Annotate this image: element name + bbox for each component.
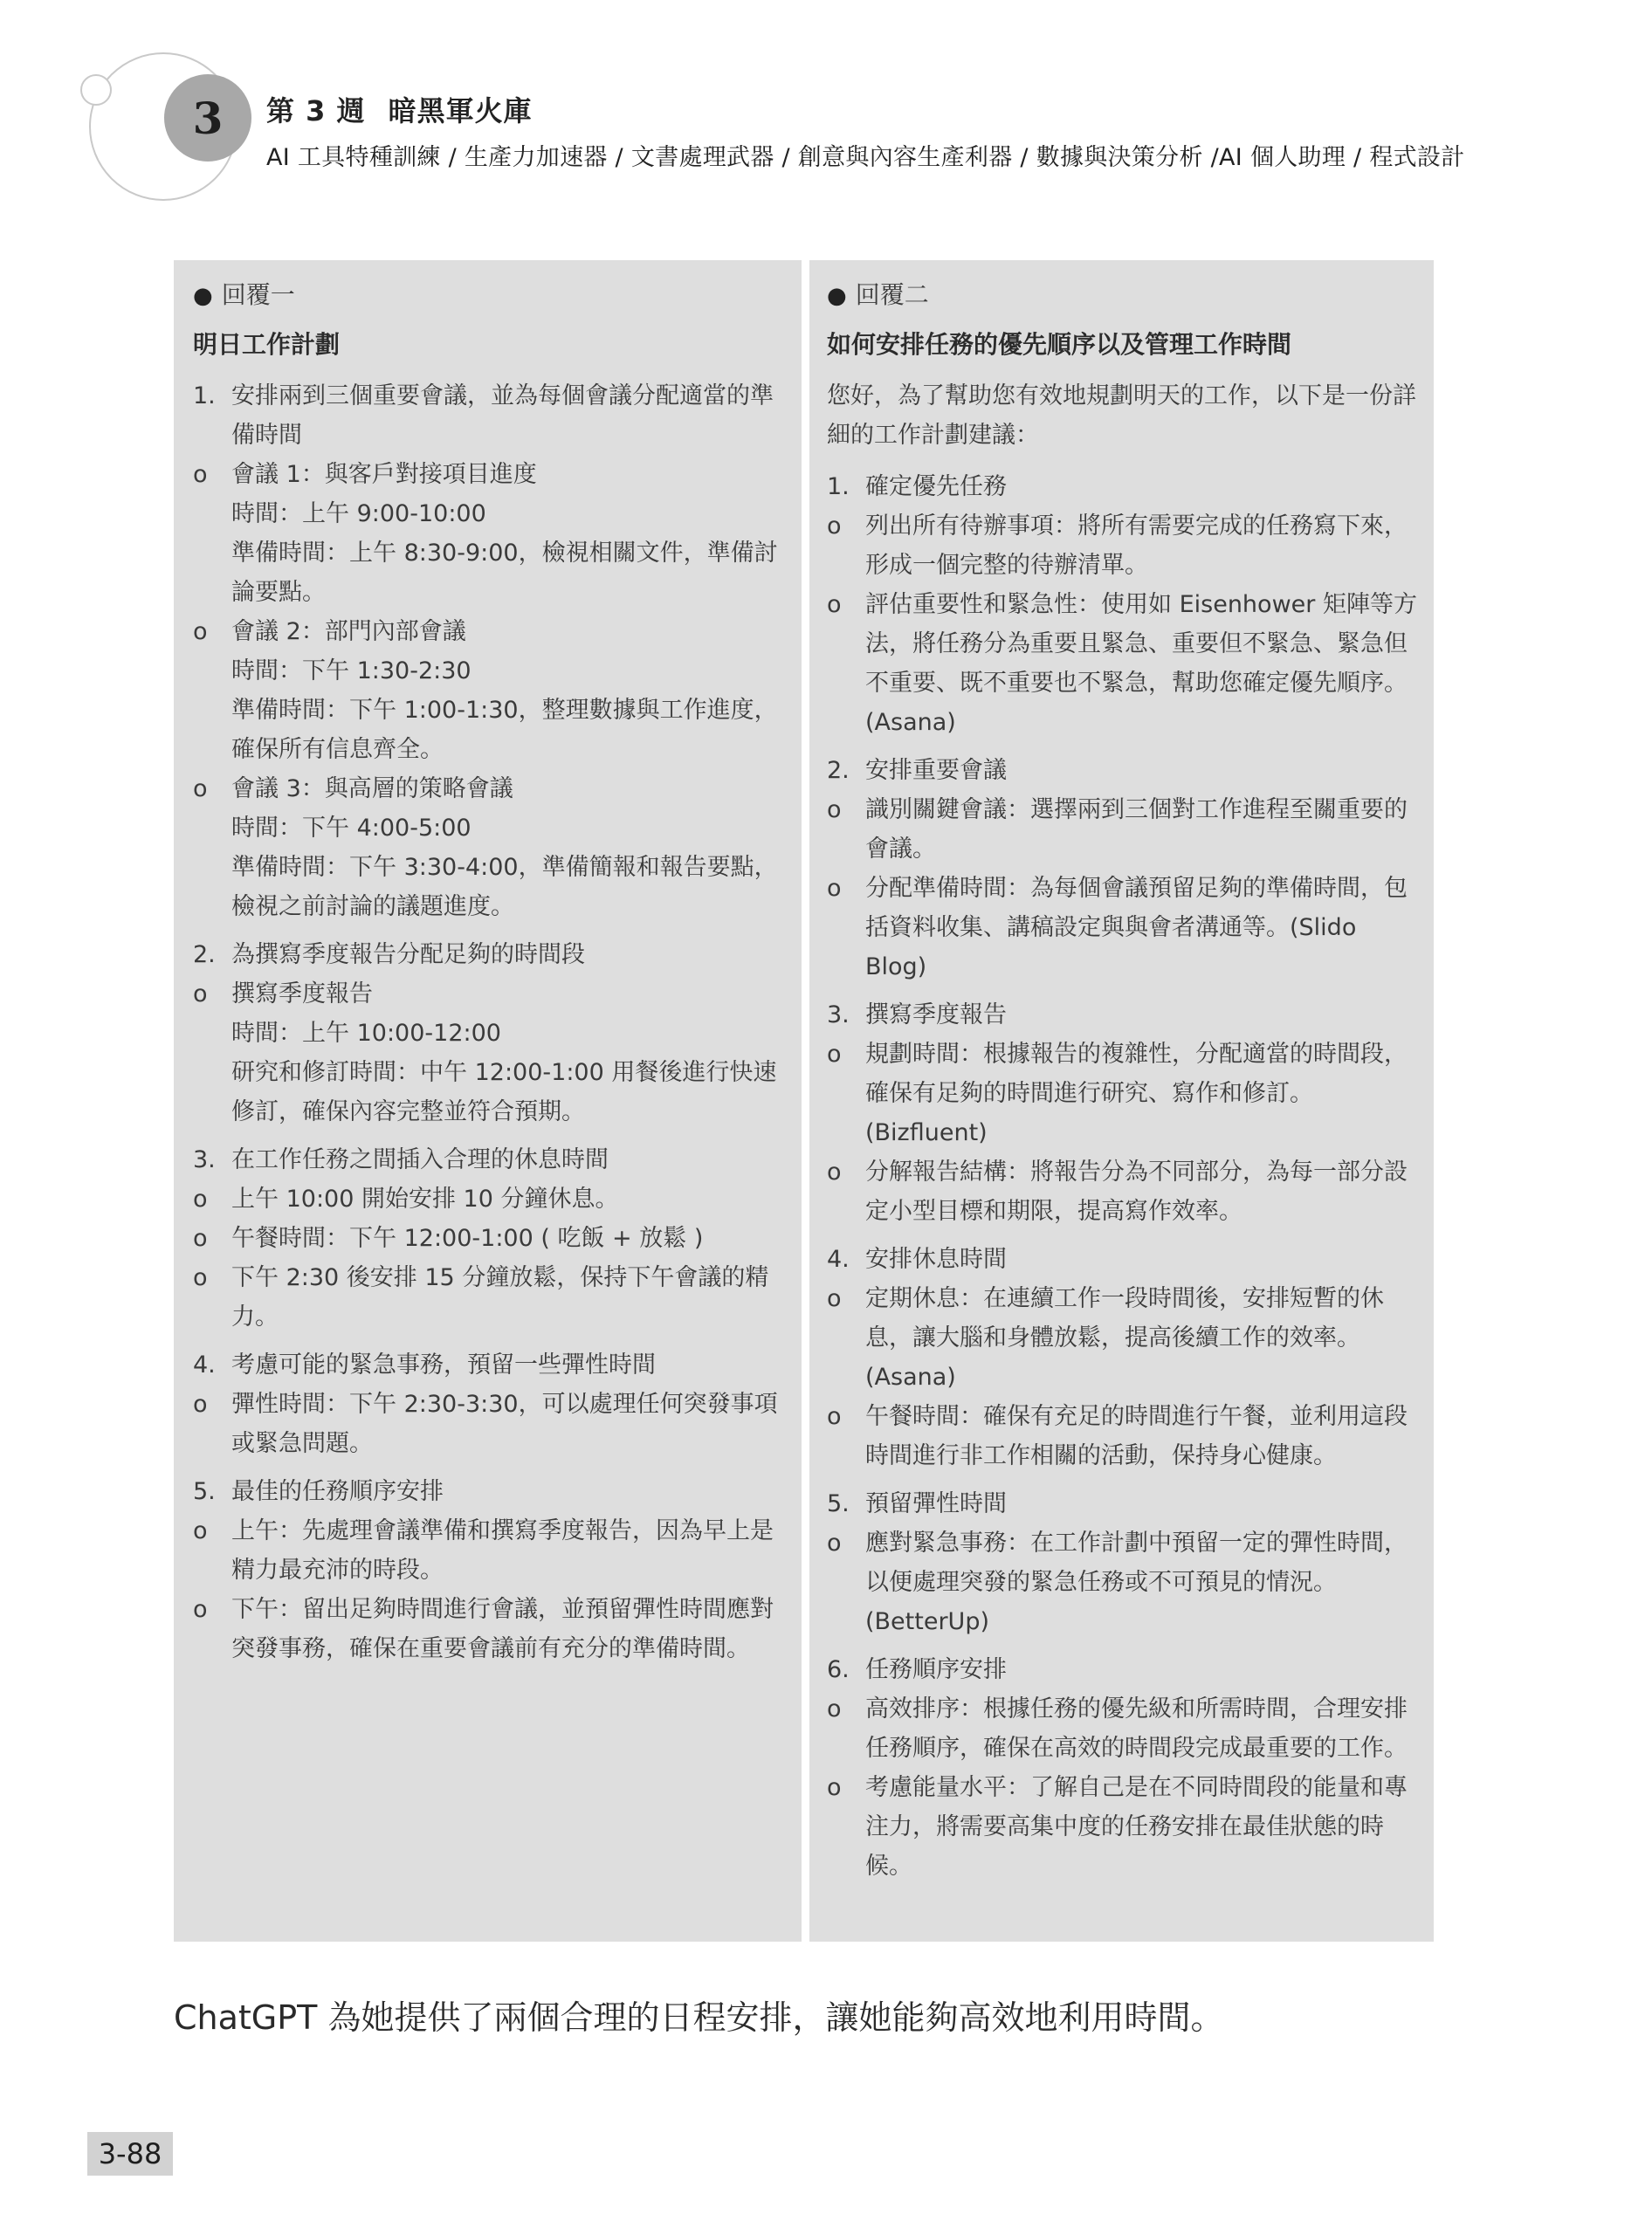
- sub-item: [827, 1689, 1417, 1768]
- list-marker: 5.: [827, 1490, 850, 1517]
- sub-item: [193, 455, 783, 494]
- detail-line: [193, 651, 783, 691]
- list-marker: o: [827, 875, 842, 902]
- list-marker: [193, 848, 231, 926]
- list-item-text: 預留彈性時間: [865, 1490, 1007, 1517]
- sub-item: [193, 769, 783, 808]
- list-item-text: 午餐時間：確保有充足的時間進行午餐，並利用這段時間進行非工作相關的活動，保持身心健康。: [865, 1403, 1408, 1469]
- list-marker: [193, 494, 231, 533]
- sub-item: [193, 1258, 783, 1337]
- list-item-text: 上午：先處理會議準備和撰寫季度報告，因為早上是精力最充沛的時段。: [231, 1517, 774, 1584]
- numbered-item: [827, 467, 1417, 506]
- list-item-text: 分配準備時間：為每個會議預留足夠的準備時間，包括資料收集、講稿設定與與會者溝通等。(Slido Blog): [865, 875, 1408, 980]
- list-item-text: 下午：留出足夠時間進行會議，並預留彈性時間應對突發事務，確保在重要會議前有充分的準備時間。: [231, 1596, 774, 1662]
- list-item-text: 上午 10:00 開始安排 10 分鐘休息。: [231, 1186, 619, 1213]
- list-marker: o: [193, 775, 208, 802]
- list-item-text: 時間：上午 9:00-10:00: [231, 500, 486, 527]
- list-marker: [193, 1014, 231, 1053]
- list-item-text: 時間：下午 1:30-2:30: [231, 657, 472, 684]
- numbered-item: [193, 1140, 783, 1179]
- sub-item: [193, 612, 783, 651]
- page-number: 3-88: [87, 2132, 173, 2176]
- list-marker: 2.: [193, 941, 216, 968]
- numbered-item: [827, 1240, 1417, 1279]
- list-marker: 5.: [193, 1478, 216, 1505]
- list-marker: o: [193, 1391, 208, 1418]
- list-item-text: 高效排序：根據任務的優先級和所需時間，合理安排任務順序，確保在高效的時間段完成最重要的工作。: [865, 1695, 1408, 1762]
- response-two-heading: 如何安排任務的優先順序以及管理工作時間: [827, 330, 1292, 359]
- sub-item: [193, 1511, 783, 1590]
- chapter-badge: [164, 74, 251, 162]
- list-item-text: 安排重要會議: [865, 757, 1007, 784]
- list-item-text: 安排休息時間: [865, 1246, 1007, 1273]
- detail-line: [193, 494, 783, 533]
- list-marker: [193, 651, 231, 691]
- list-marker: [193, 1053, 231, 1131]
- list-item-text: 撰寫季度報告: [865, 1001, 1007, 1028]
- list-marker: [193, 691, 231, 769]
- detail-line: [193, 808, 783, 848]
- decorative-ring-small: [80, 74, 112, 106]
- list-item-text: 準備時間：下午 1:00-1:30，整理數據與工作進度，確保所有信息齊全。: [231, 697, 778, 763]
- numbered-item: [827, 1650, 1417, 1689]
- detail-line: [193, 1053, 783, 1131]
- list-item-text: 午餐時間：下午 12:00-1:00 ( 吃飯 + 放鬆 ): [231, 1225, 704, 1252]
- list-marker: o: [827, 1285, 842, 1312]
- sub-item: [193, 974, 783, 1014]
- detail-line: [193, 848, 783, 926]
- sub-item: [827, 1397, 1417, 1475]
- list-marker: 4.: [827, 1246, 850, 1273]
- list-marker: o: [827, 1041, 842, 1068]
- list-item-text: 識別關鍵會議：選擇兩到三個對工作進程至關重要的會議。: [865, 796, 1408, 863]
- list-item-text: 準備時間：下午 3:30-4:00，準備簡報和報告要點，檢視之前討論的議題進度。: [231, 854, 778, 920]
- chapter-subtitle: AI 工具特種訓練 / 生產力加速器 / 文書處理武器 / 創意與內容生產利器 / 數據與決策分析 /AI 個人助理 / 程式設計: [266, 144, 1465, 171]
- list-item-text: 任務順序安排: [865, 1656, 1007, 1683]
- list-item-text: 考慮可能的緊急事務，預留一些彈性時間: [231, 1351, 656, 1379]
- list-item-text: 確定優先任務: [865, 473, 1007, 500]
- list-marker: [193, 533, 231, 612]
- sub-item: [827, 585, 1417, 742]
- list-marker: 3.: [193, 1146, 216, 1173]
- list-item-text: 會議 2：部門內部會議: [231, 618, 466, 645]
- chapter-number: 3: [192, 92, 224, 144]
- list-marker: o: [827, 1403, 842, 1430]
- list-item-text: 最佳的任務順序安排: [231, 1478, 444, 1505]
- sub-item: [827, 1152, 1417, 1231]
- detail-line: [193, 1014, 783, 1053]
- list-item-text: 列出所有待辦事項：將所有需要完成的任務寫下來，形成一個完整的待辦清單。: [865, 512, 1408, 579]
- bullet-icon: ●: [827, 283, 847, 309]
- sub-item: [193, 1179, 783, 1219]
- week-title: [266, 89, 533, 129]
- detail-line: [193, 533, 783, 612]
- response-one-label: ● 回覆一: [193, 280, 295, 309]
- list-marker: [193, 808, 231, 848]
- numbered-item: [193, 376, 783, 455]
- sub-item: [193, 1385, 783, 1463]
- numbered-item: [827, 1484, 1417, 1523]
- week-name: 暗黑軍火庫: [388, 94, 533, 127]
- sub-item: [193, 1219, 783, 1258]
- list-item-text: 應對緊急事務：在工作計劃中預留一定的彈性時間，以便處理突發的緊急任務或不可預見的情況。(BetterUp): [865, 1530, 1408, 1635]
- numbered-item: [193, 935, 783, 974]
- list-marker: o: [193, 461, 208, 488]
- numbered-item: [827, 995, 1417, 1035]
- sub-item: [827, 869, 1417, 987]
- list-item-text: 時間：上午 10:00-12:00: [231, 1020, 501, 1047]
- list-marker: o: [827, 1774, 842, 1801]
- list-marker: 6.: [827, 1656, 850, 1683]
- list-item-text: 撰寫季度報告: [231, 980, 373, 1007]
- list-item-text: 研究和修訂時間：中午 12:00-1:00 用餐後進行快速修訂，確保內容完整並符合預期。: [231, 1059, 777, 1125]
- list-marker: o: [827, 1695, 842, 1723]
- list-marker: o: [827, 591, 842, 618]
- list-marker: o: [193, 980, 208, 1007]
- detail-line: [193, 691, 783, 769]
- list-marker: 1.: [193, 382, 216, 409]
- list-item-text: 下午 2:30 後安排 15 分鐘放鬆，保持下午會議的精力。: [231, 1264, 769, 1331]
- response-two-label: ● 回覆二: [827, 280, 929, 309]
- closing-paragraph: ChatGPT 為她提供了兩個合理的日程安排，讓她能夠高效地利用時間。: [174, 1998, 1224, 2037]
- list-item-text: 安排兩到三個重要會議，並為每個會議分配適當的準備時間: [231, 382, 774, 449]
- list-marker: 3.: [827, 1001, 850, 1028]
- response-one-heading: 明日工作計劃: [193, 330, 341, 359]
- sub-item: [827, 1523, 1417, 1641]
- list-item-text: 考慮能量水平：了解自己是在不同時間段的能量和專注力，將需要高集中度的任務安排在最佳狀態的時候。: [865, 1774, 1408, 1880]
- list-item-text: 彈性時間：下午 2:30-3:30，可以處理任何突發事項或緊急問題。: [231, 1391, 778, 1457]
- response-two-panel: [809, 260, 1434, 1942]
- list-marker: o: [827, 1159, 842, 1186]
- response-two-list: [827, 467, 1417, 1886]
- bullet-icon: ●: [193, 283, 213, 309]
- list-marker: o: [193, 1264, 208, 1291]
- list-item-text: 時間：下午 4:00-5:00: [231, 815, 472, 842]
- numbered-item: [827, 751, 1417, 790]
- list-item-text: 分解報告結構：將報告分為不同部分，為每一部分設定小型目標和期限，提高寫作效率。: [865, 1159, 1408, 1225]
- list-item-text: 會議 1：與客戶對接項目進度: [231, 461, 537, 488]
- response-two-intro: 您好，為了幫助您有效地規劃明天的工作，以下是一份詳細的工作計劃建議：: [827, 382, 1416, 449]
- list-marker: o: [193, 1225, 208, 1252]
- list-marker: o: [193, 1596, 208, 1623]
- response-one-list: [193, 376, 783, 1668]
- week-label: 第 3 週: [266, 94, 366, 127]
- sub-item: [193, 1590, 783, 1668]
- sub-item: [827, 790, 1417, 869]
- list-item-text: 定期休息：在連續工作一段時間後，安排短暫的休息，讓大腦和身體放鬆，提高後續工作的效率。(Asana): [865, 1285, 1384, 1391]
- numbered-item: [193, 1345, 783, 1385]
- response-one-panel: [174, 260, 802, 1942]
- sub-item: [827, 1279, 1417, 1397]
- list-item-text: 評估重要性和緊急性：使用如 Eisenhower 矩陣等方法，將任務分為重要且緊急、重要但不緊急、緊急但不重要、既不重要也不緊急，幫助您確定優先順序。(Asana): [865, 591, 1417, 736]
- list-item-text: 規劃時間：根據報告的複雜性，分配適當的時間段，確保有足夠的時間進行研究、寫作和修訂。(Bizfluent): [865, 1041, 1408, 1146]
- list-item-text: 準備時間：上午 8:30-9:00，檢視相關文件，準備討論要點。: [231, 540, 778, 606]
- sub-item: [827, 1035, 1417, 1152]
- list-marker: o: [827, 796, 842, 823]
- list-marker: 1.: [827, 473, 850, 500]
- list-item-text: 會議 3：與高層的策略會議: [231, 775, 513, 802]
- list-marker: 2.: [827, 757, 850, 784]
- list-marker: o: [193, 618, 208, 645]
- list-marker: o: [193, 1186, 208, 1213]
- list-marker: o: [193, 1517, 208, 1544]
- numbered-item: [193, 1472, 783, 1511]
- list-marker: 4.: [193, 1351, 216, 1379]
- sub-item: [827, 1768, 1417, 1886]
- list-item-text: 為撰寫季度報告分配足夠的時間段: [231, 941, 585, 968]
- list-marker: o: [827, 512, 842, 540]
- sub-item: [827, 506, 1417, 585]
- list-item-text: 在工作任務之間插入合理的休息時間: [231, 1146, 609, 1173]
- list-marker: o: [827, 1530, 842, 1557]
